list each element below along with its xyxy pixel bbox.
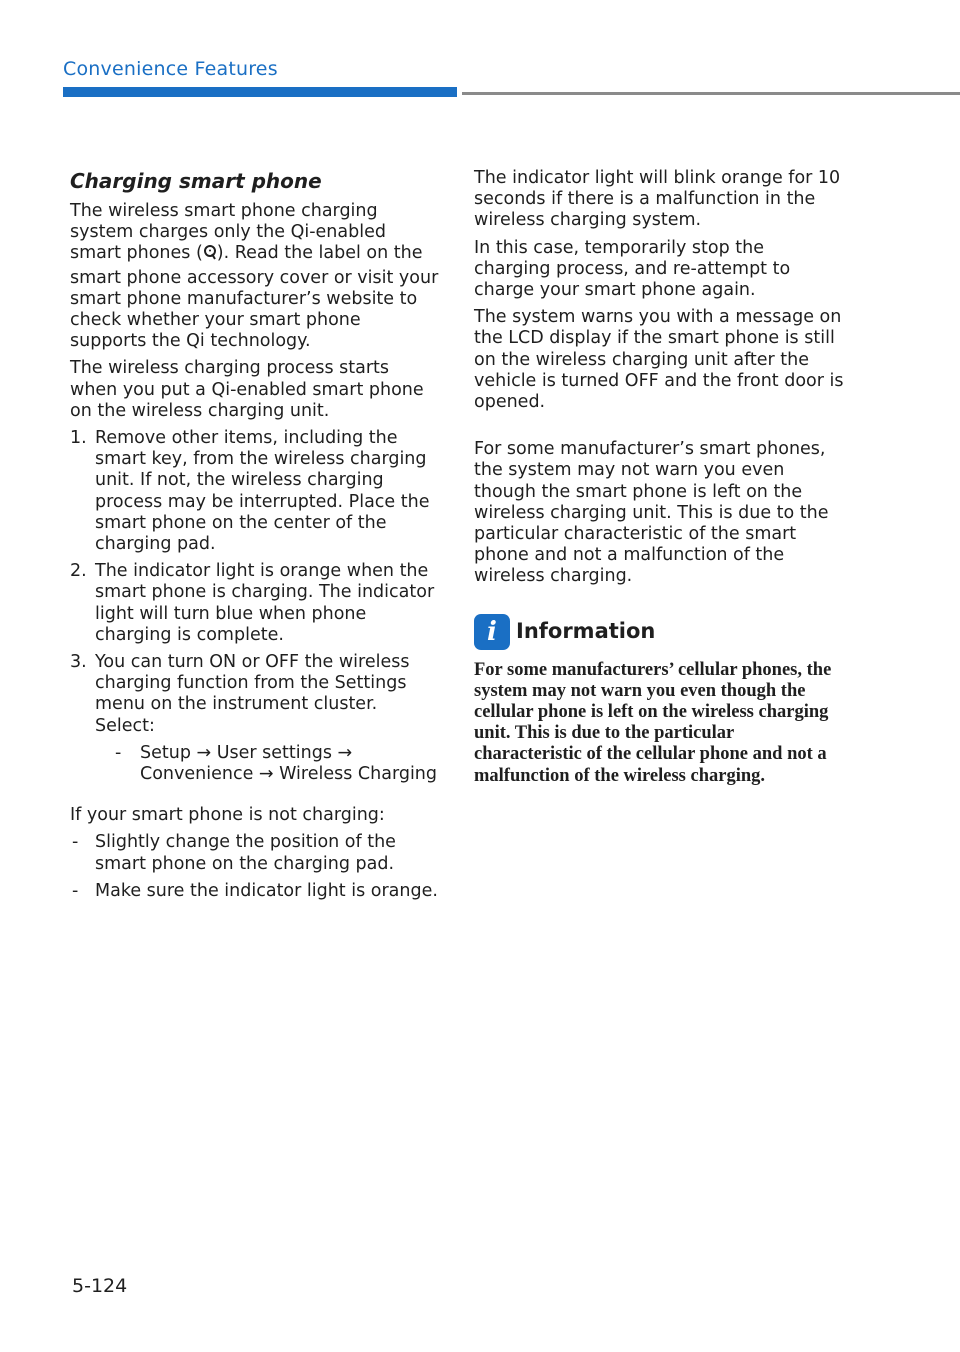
list-item [70, 832, 440, 874]
section-title: Convenience Features [63, 58, 278, 80]
step-number: 1. [70, 428, 87, 449]
info-icon: i [474, 614, 510, 650]
spacer [70, 791, 440, 805]
list-item-text: Make sure the indicator light is orange. [95, 880, 438, 901]
header-rule-accent [63, 87, 457, 97]
left-column [70, 168, 440, 908]
intro-text-start: The wireless smart phone charging system charges only the Qi-enabled smart phones ( [70, 201, 386, 264]
step-number: 3. [70, 652, 87, 673]
step-item [70, 652, 440, 785]
section-heading: Charging smart phone [70, 169, 322, 193]
dash-marker: - [72, 880, 79, 901]
spacer [474, 419, 844, 439]
step-text: You can turn ON or OFF the wireless charging function from the Settings menu on the instrument cluster. Select: [95, 652, 410, 736]
dash-marker: - [115, 742, 122, 763]
retry-paragraph: In this case, temporarily stop the charging process, and re-attempt to charge your smart phone again. [474, 237, 791, 301]
dash-marker: - [72, 832, 79, 853]
page-number: 5-124 [72, 1275, 128, 1297]
qi-logo-icon [203, 243, 217, 267]
right-column [474, 168, 844, 787]
manufacturer-note: For some manufacturer’s smart phones, the system may not warn you even though the smart phone is left on the wireless charging unit. This is due to the particular characteristic of the smart phone and not a malfunction of the wireless charging. [474, 439, 829, 587]
malfunction-paragraph: The indicator light will blink orange for 10 seconds if there is a malfunction in the wireless charging system. [474, 168, 841, 231]
step-text: Remove other items, including the smart key, from the wireless charging unit. If not, the wireless charging process may be interrupted. Place the smart phone on the center of the charging pad. [95, 428, 430, 555]
information-heading [474, 614, 844, 650]
step-text: The indicator light is orange when the smart phone is charging. The indicator light will turn blue when phone charging is complete. [95, 561, 435, 645]
step-number: 2. [70, 561, 87, 582]
process-paragraph: The wireless charging process starts when you put a Qi-enabled smart phone on the wireless charging unit. [70, 358, 424, 421]
information-title: Information [516, 619, 656, 644]
settings-path [95, 743, 440, 785]
list-item-text: Slightly change the position of the smart phone on the charging pad. [95, 832, 396, 874]
list-item [70, 881, 440, 902]
intro-text-end: ). Read the label on the smart phone accessory cover or visit your smart phone manufacturer’s website to check whether your smart phone supports the Qi technology. [70, 243, 439, 352]
settings-path-text: Setup → User settings → Convenience → Wireless Charging [140, 742, 438, 785]
warning-paragraph: The system warns you with a message on the LCD display if the smart phone is still on the wireless charging unit after the vehicle is turned OFF and the front door is opened. [474, 307, 844, 413]
step-item [70, 428, 440, 555]
step-item [70, 561, 440, 646]
information-body: For some manufacturers’ cellular phones, the system may not warn you even though the cellular phone is left on the wireless charging unit. This is due to the particular characteristic of the cellular phone and not a malfunction of the wireless charging. [474, 659, 832, 786]
intro-paragraph [70, 201, 440, 352]
header-rule-gray [462, 92, 960, 95]
not-charging-heading: If your smart phone is not charging: [70, 805, 385, 826]
